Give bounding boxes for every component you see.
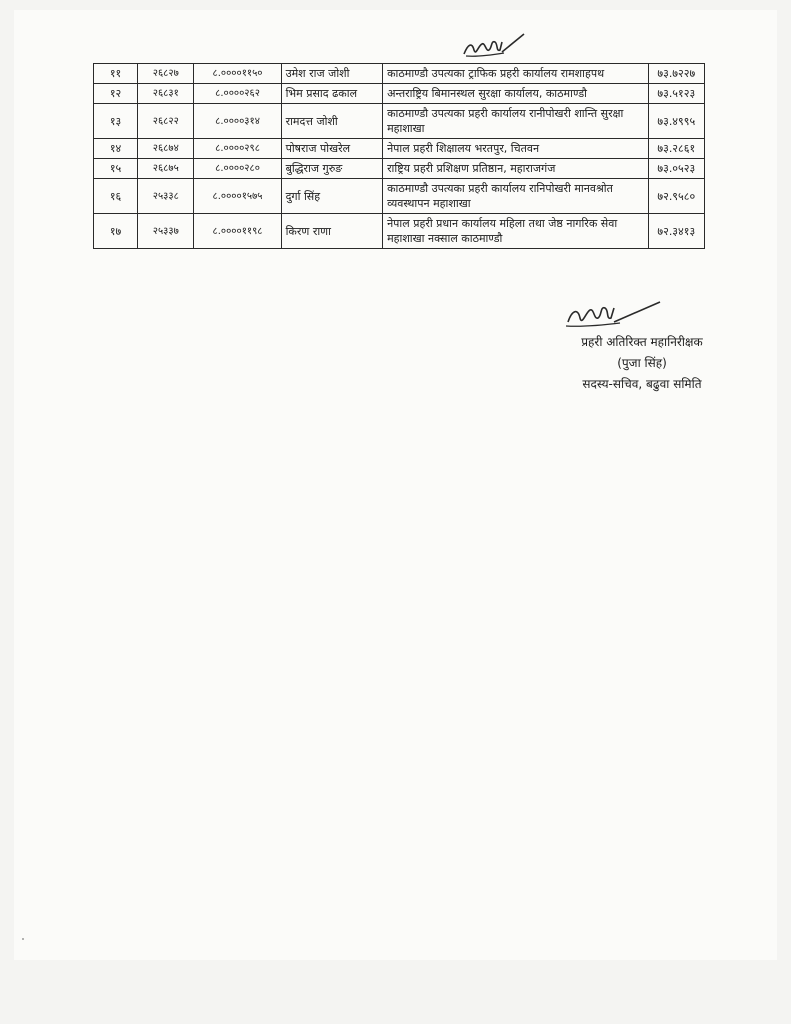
office-cell: काठमाण्डौ उपत्यका ट्राफिक प्रहरी कार्यालय रामशाहपथ <box>383 64 649 84</box>
serial-number-cell: १७ <box>94 214 138 249</box>
serial-number-cell: १४ <box>94 139 138 159</box>
score-cell: ७३.२८६१ <box>648 139 704 159</box>
scan-speck <box>22 938 24 940</box>
serial-number-cell: १३ <box>94 104 138 139</box>
office-cell: अन्तराष्ट्रिय बिमानस्थल सुरक्षा कार्यालय, काठमाण्डौ <box>383 84 649 104</box>
table-row <box>94 104 705 139</box>
serial-number-cell: १२ <box>94 84 138 104</box>
employee-id-cell: २६८२७ <box>138 64 194 84</box>
employee-id-cell: २६८७४ <box>138 139 194 159</box>
score-cell: ७३.४९९५ <box>648 104 704 139</box>
person-name-cell: पोषराज पोखरेल <box>281 139 382 159</box>
employee-id-cell: २५३३७ <box>138 214 194 249</box>
table-row <box>94 84 705 104</box>
employee-id-cell: २६८३१ <box>138 84 194 104</box>
employee-id-cell: २६८७५ <box>138 159 194 179</box>
initials-signature-top <box>458 30 538 64</box>
score-cell: ७३.५१२३ <box>648 84 704 104</box>
office-cell: काठमाण्डौ उपत्यका प्रहरी कार्यालय रानिपोखरी मानवश्रोत व्यवस्थापन महाशाखा <box>383 179 649 214</box>
signatory-name: (पुजा सिंह) <box>617 356 667 370</box>
person-name-cell: रामदत्त जोशी <box>281 104 382 139</box>
code-cell: ८.००००३१४ <box>194 104 281 139</box>
score-cell: ७२.९५८० <box>648 179 704 214</box>
table-row <box>94 214 705 249</box>
promotion-list-table <box>93 63 705 249</box>
table-row <box>94 64 705 84</box>
code-cell: ८.००००१५७५ <box>194 179 281 214</box>
table-body <box>94 64 705 249</box>
signatory-role: सदस्य-सचिव, बढुवा समिति <box>582 377 702 391</box>
score-cell: ७३.७२२७ <box>648 64 704 84</box>
person-name-cell: भिम प्रसाद ढकाल <box>281 84 382 104</box>
code-cell: ८.००००२६२ <box>194 84 281 104</box>
office-cell: नेपाल प्रहरी शिक्षालय भरतपुर, चितवन <box>383 139 649 159</box>
serial-number-cell: १६ <box>94 179 138 214</box>
signatory-designation: प्रहरी अतिरिक्त महानिरीक्षक <box>581 335 703 349</box>
person-name-cell: उमेश राज जोशी <box>281 64 382 84</box>
code-cell: ८.००००२९८ <box>194 139 281 159</box>
person-name-cell: बुद्धिराज गुरुङ <box>281 159 382 179</box>
office-cell: राष्ट्रिय प्रहरी प्रशिक्षण प्रतिष्ठान, महाराजगंज <box>383 159 649 179</box>
table-row <box>94 139 705 159</box>
score-cell: ७३.०५२३ <box>648 159 704 179</box>
score-cell: ७२.३४१३ <box>648 214 704 249</box>
office-cell: नेपाल प्रहरी प्रधान कार्यालय महिला तथा जेष्ठ नागरिक सेवा महाशाखा नक्साल काठमाण्डौ <box>383 214 649 249</box>
serial-number-cell: ११ <box>94 64 138 84</box>
office-cell: काठमाण्डौ उपत्यका प्रहरी कार्यालय रानीपोखरी शान्ति सुरक्षा महाशाखा <box>383 104 649 139</box>
person-name-cell: दुर्गा सिंह <box>281 179 382 214</box>
code-cell: ८.००००२८० <box>194 159 281 179</box>
employee-id-cell: २६८२२ <box>138 104 194 139</box>
serial-number-cell: १५ <box>94 159 138 179</box>
code-cell: ८.००००११९८ <box>194 214 281 249</box>
table-row <box>94 159 705 179</box>
signature-block <box>552 332 732 395</box>
table-row <box>94 179 705 214</box>
code-cell: ८.००००११५० <box>194 64 281 84</box>
person-name-cell: किरण राणा <box>281 214 382 249</box>
employee-id-cell: २५३३८ <box>138 179 194 214</box>
